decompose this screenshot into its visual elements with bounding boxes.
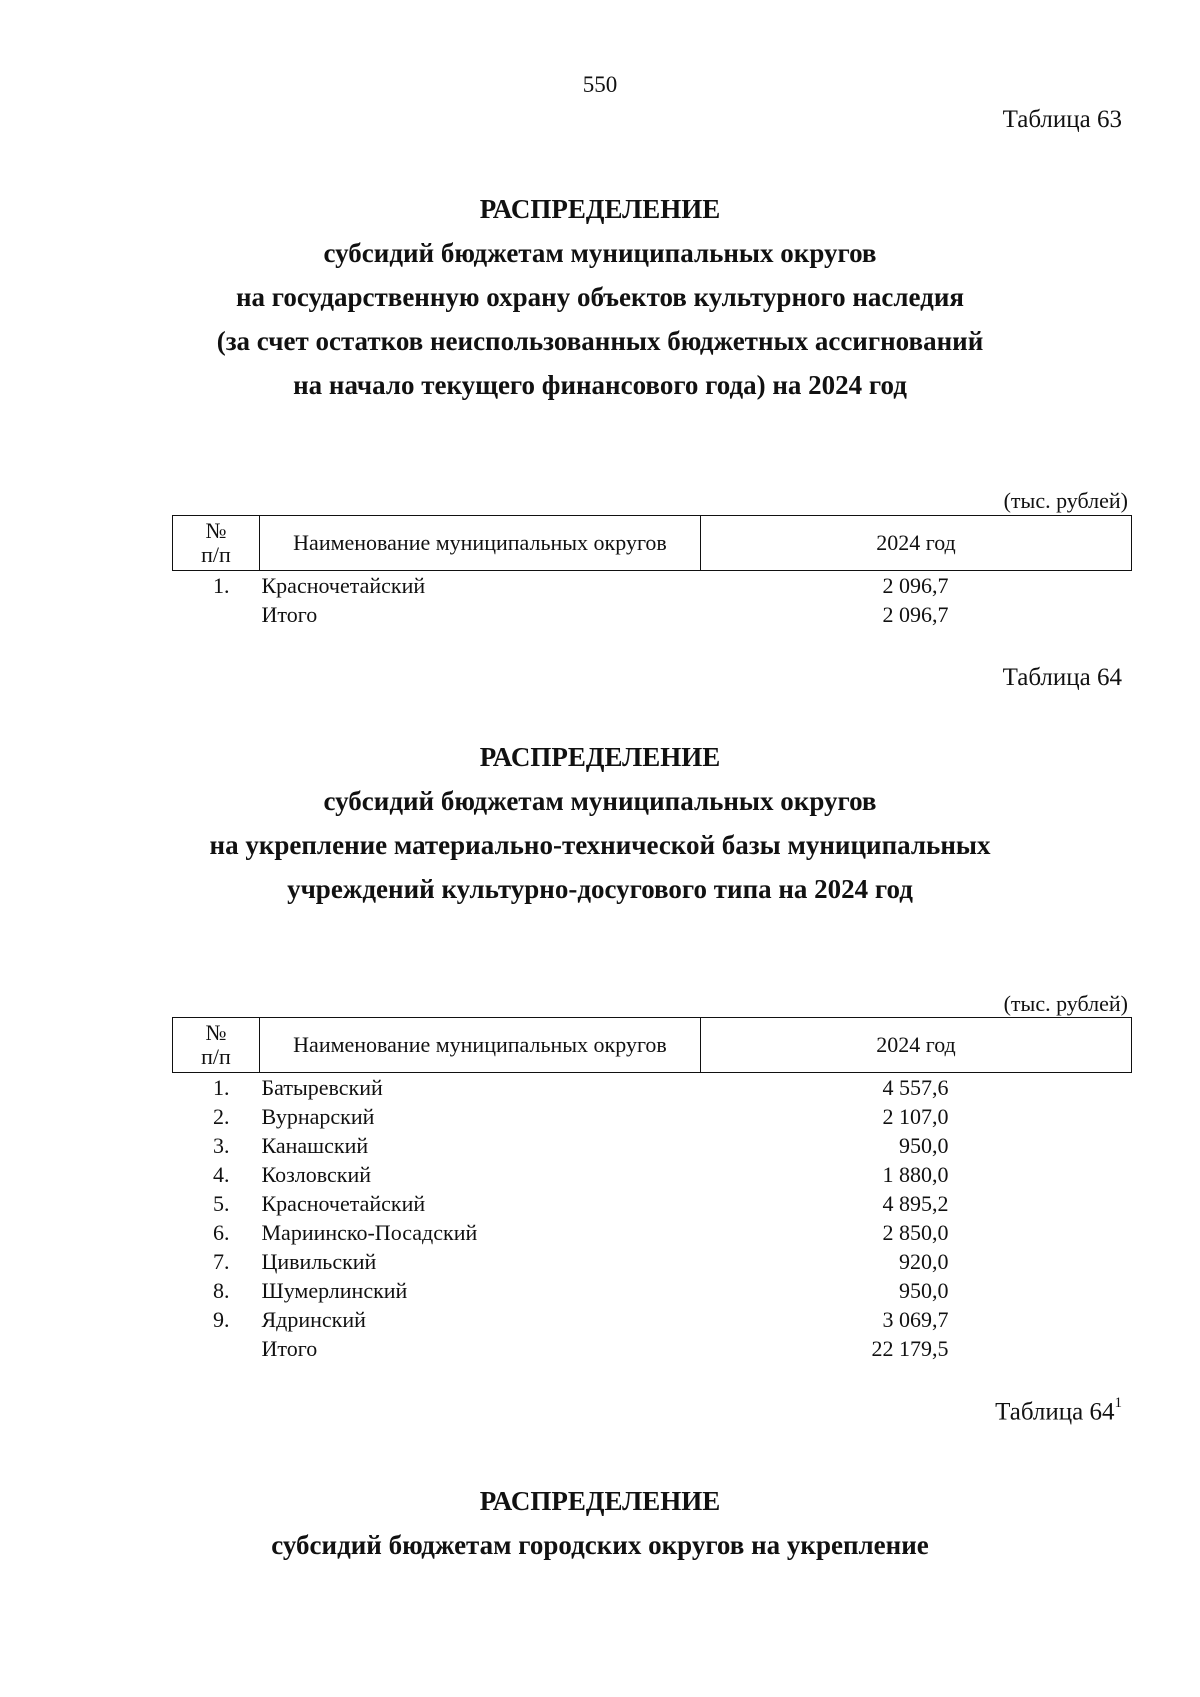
table-label-63 (1003, 106, 1122, 134)
row-number: 5. (213, 1191, 230, 1216)
header-number-line1: № (205, 518, 227, 543)
table-header-row (173, 516, 1132, 571)
row-name: Красночетайский (261, 1191, 426, 1216)
row-value: 950,0 (899, 1278, 949, 1303)
distribution-table-63 (172, 515, 1132, 629)
header-number-line1: № (205, 1020, 227, 1045)
row-value: 4 895,2 (882, 1191, 949, 1216)
row-name: Вурнарский (261, 1104, 375, 1129)
table-label-text: Таблица 63 (1002, 106, 1122, 133)
row-number: 3. (213, 1133, 230, 1158)
distribution-heading-64 (0, 735, 1200, 911)
units-label: (тыс. рублей) (1003, 991, 1128, 1016)
row-value: 2 107,0 (882, 1104, 949, 1129)
table-row (173, 1189, 1132, 1218)
distribution-heading-63 (0, 187, 1200, 407)
row-value: 2 850,0 (882, 1220, 949, 1245)
row-name: Канашский (261, 1133, 369, 1158)
heading-line: субсидий бюджетам муниципальных округов (323, 238, 877, 268)
table-row (173, 1247, 1132, 1276)
units-label: (тыс. рублей) (1003, 488, 1128, 513)
row-number (173, 600, 260, 629)
heading-line: РАСПРЕДЕЛЕНИЕ (479, 194, 721, 224)
row-name: Итого (261, 1336, 318, 1361)
row-value: 2 096,7 (882, 602, 949, 627)
row-value: 950,0 (899, 1133, 949, 1158)
header-number-line2: п/п (201, 1044, 231, 1069)
row-number (173, 1334, 260, 1363)
row-value: 920,0 (899, 1249, 949, 1274)
row-number: 9. (213, 1307, 230, 1332)
row-number: 4. (213, 1162, 230, 1187)
row-number: 1. (213, 573, 230, 598)
heading-line: учреждений культурно-досугового типа на 2024 год (287, 874, 913, 904)
page-number: 550 (582, 72, 618, 97)
table-row (173, 1102, 1132, 1131)
row-value: 2 096,7 (882, 573, 949, 598)
row-number: 1. (213, 1075, 230, 1100)
table-row (173, 571, 1132, 601)
distribution-table-64 (172, 1017, 1132, 1363)
heading-line: субсидий бюджетам городских округов на укрепление (271, 1530, 929, 1560)
column-header-number (173, 1018, 260, 1073)
column-header-year: 2024 год (701, 516, 1132, 571)
table-row (173, 1131, 1132, 1160)
distribution-heading-64-1 (0, 1479, 1200, 1567)
heading-line: (за счет остатков неиспользованных бюджетных ассигнований (216, 326, 984, 356)
column-header-name: Наименование муниципальных округов (260, 1018, 701, 1073)
table-row (173, 1160, 1132, 1189)
table-row (173, 1073, 1132, 1103)
row-name: Батыревский (261, 1075, 383, 1100)
table-header-row (173, 1018, 1132, 1073)
heading-line: РАСПРЕДЕЛЕНИЕ (479, 1486, 721, 1516)
row-number: 8. (213, 1278, 230, 1303)
heading-line: на начало текущего финансового года) на 2024 год (293, 370, 907, 400)
header-number-line2: п/п (201, 542, 231, 567)
row-name: Красночетайский (261, 573, 426, 598)
row-number: 7. (213, 1249, 230, 1274)
table-label-64 (1003, 664, 1122, 692)
table-label-text: Таблица 64 (1002, 664, 1122, 691)
column-header-number (173, 516, 260, 571)
row-value: 22 179,5 (871, 1336, 949, 1361)
row-value: 1 880,0 (882, 1162, 949, 1187)
table-row-total (173, 1334, 1132, 1363)
table-row (173, 1305, 1132, 1334)
table-label-superscript: 1 (1114, 1395, 1122, 1411)
column-header-name: Наименование муниципальных округов (260, 516, 701, 571)
row-name: Козловский (261, 1162, 372, 1187)
row-value: 4 557,6 (882, 1075, 949, 1100)
heading-line: на государственную охрану объектов культурного наследия (236, 282, 964, 312)
table-label-text: Таблица 64 (995, 1398, 1115, 1426)
column-header-year: 2024 год (701, 1018, 1132, 1073)
row-name: Цивильский (261, 1249, 377, 1274)
heading-line: на укрепление материально-технической базы муниципальных (209, 830, 991, 860)
table-row-total (173, 600, 1132, 629)
table-row (173, 1276, 1132, 1305)
row-name: Итого (261, 602, 318, 627)
row-number: 2. (213, 1104, 230, 1129)
heading-line: РАСПРЕДЕЛЕНИЕ (479, 742, 721, 772)
row-name: Шумерлинский (261, 1278, 408, 1303)
heading-line: субсидий бюджетам муниципальных округов (323, 786, 877, 816)
row-number: 6. (213, 1220, 230, 1245)
table-label-64-1 (995, 1395, 1122, 1426)
row-name: Ядринский (261, 1307, 366, 1332)
row-name: Мариинско-Посадский (261, 1220, 478, 1245)
table-row (173, 1218, 1132, 1247)
row-value: 3 069,7 (882, 1307, 949, 1332)
